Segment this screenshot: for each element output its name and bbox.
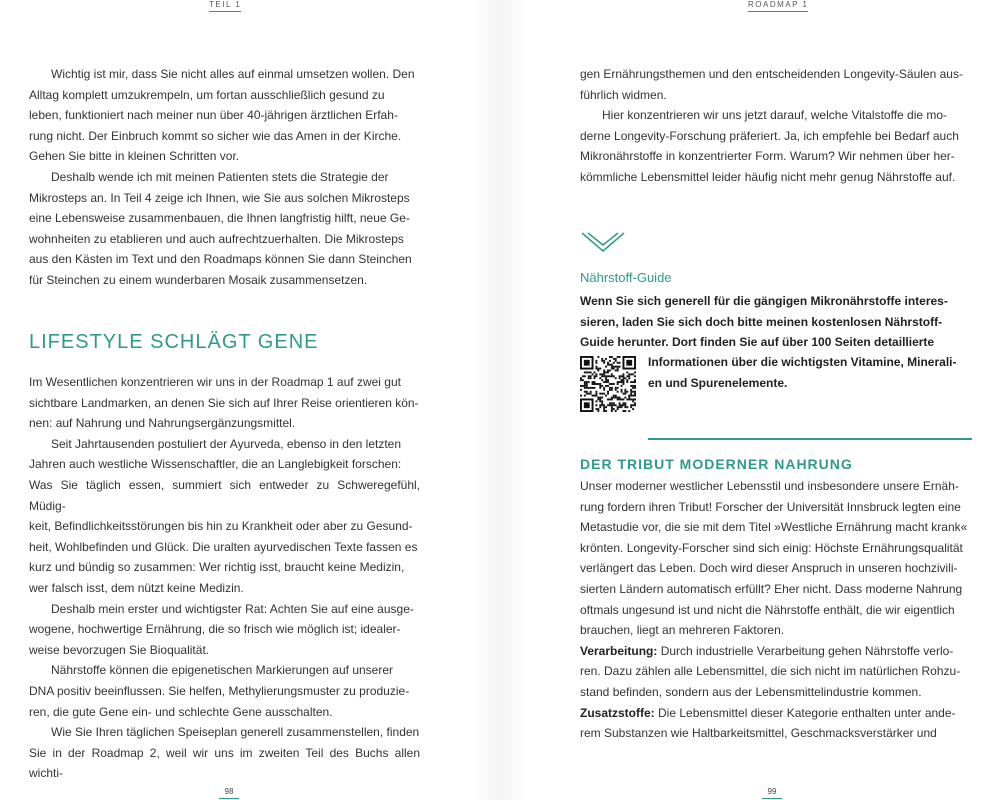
text-line: Sie in der Roadmap 2, weil wir uns im zweiten Teil des Buchs allen wichti- bbox=[29, 745, 420, 781]
text-line: Alltag komplett umzukrempeln, um fortan ausschließlich gesund zu bbox=[29, 87, 385, 102]
right-section-text bbox=[580, 476, 972, 744]
text-line: en und Spurenelemente. bbox=[648, 375, 788, 390]
text-line: sierten Ländern automatisch erfüllt? Eher nicht. Dass moderne Nahrung bbox=[580, 581, 963, 596]
paragraph bbox=[580, 641, 972, 703]
text-line: wogene, hochwertige Ernährung, die so frisch wie möglich ist; idealer- bbox=[29, 622, 401, 637]
text-line: Wenn Sie sich generell für die gängigen Mikronährstoffe interes- bbox=[580, 294, 948, 308]
chevron-down-icon bbox=[580, 231, 626, 255]
term-verarbeitung: Verarbeitung: bbox=[580, 643, 658, 658]
text-line: DNA positiv beeinflussen. Sie helfen, Methylierungsmuster zu produzie- bbox=[29, 683, 410, 698]
text-line: aus den Kästen im Text und den Roadmaps können Sie dann Steinchen bbox=[29, 252, 412, 267]
running-head-right-rule bbox=[748, 11, 808, 12]
text-line: gen Ernährungsthemen und den entscheidenden Longevity-Säulen aus- bbox=[580, 67, 963, 81]
page-number-left bbox=[219, 787, 239, 799]
text-line: Unser moderner westlicher Lebensstil und insbesondere unsere Ernäh- bbox=[580, 479, 959, 493]
text-line: brauchen, liegt an mehreren Faktoren. bbox=[580, 623, 785, 638]
text-line: Guide herunter. Dort finden Sie auf über 100 Seiten detaillierte bbox=[580, 335, 935, 350]
right-intro-text bbox=[580, 64, 972, 188]
text-line: verlängert das Leben. Doch wird dieser Anspruch in unseren hochzivili- bbox=[580, 561, 958, 576]
paragraph bbox=[580, 105, 972, 187]
running-head-left-text: TEIL 1 bbox=[209, 0, 242, 9]
text-line: Was Sie täglich essen, summiert sich entweder zu Schweregefühl, Müdig- bbox=[29, 477, 420, 513]
text-line: Mikrosteps an. In Teil 4 zeige ich Ihnen, wie Sie aus solchen Mikrosteps bbox=[29, 190, 410, 205]
text-line: rung fordern ihren Tribut! Forscher der Universität Innsbruck legten eine bbox=[580, 499, 961, 514]
text-line: Deshalb mein erster und wichtigster Rat: Achten Sie auf eine ausge- bbox=[51, 601, 414, 616]
paragraph bbox=[29, 660, 420, 722]
text-line: Wie Sie Ihren täglichen Speiseplan generell zusammenstellen, finden bbox=[51, 725, 420, 740]
paragraph-first-line: Durch industrielle Verarbeitung gehen Nährstoffe verlo- bbox=[657, 643, 954, 658]
text-line: Hier konzentrieren wir uns jetzt darauf, welche Vitalstoffe die mo- bbox=[602, 108, 948, 123]
book-gutter bbox=[470, 0, 530, 800]
text-line: krönten. Longevity-Forscher sind sich einig: Höchste Ernährungsqualität bbox=[580, 540, 963, 555]
term-zusatzstoffe: Zusatzstoffe: bbox=[580, 705, 655, 720]
text-line: sieren, laden Sie sich doch bitte meinen kostenlosen Nährstoff- bbox=[580, 314, 943, 329]
text-line: für Steinchen zu einem wunderbaren Mosaik zusammensetzen. bbox=[29, 272, 368, 287]
text-line: eine Lebensweise zusammenbauen, die Ihnen langfristig hilft, neue Ge- bbox=[29, 211, 410, 226]
text-line: Im Wesentlichen konzentrieren wir uns in der Roadmap 1 auf zwei gut bbox=[29, 375, 401, 389]
text-line: weise bevorzugen Sie Bioqualität. bbox=[29, 642, 210, 657]
guide-box-title: Nährstoff-Guide bbox=[580, 270, 672, 285]
text-line: oftmals ungesund ist und nicht die Nährstoffe enthält, die wir eigentlich bbox=[580, 602, 955, 617]
text-line: rung nicht. Der Einbruch kommt so sicher wie das Amen in der Kirche. bbox=[29, 128, 402, 143]
text-line: heit, Wohlbefinden und Glück. Die uralten ayurvedischen Texte fassen es bbox=[29, 539, 418, 554]
text-line: wohnheiten zu etablieren und auch aufrechtzuerhalten. Die Mikrosteps bbox=[29, 231, 404, 246]
guide-box-text bbox=[580, 291, 972, 353]
text-line: sichtbare Landmarken, an denen Sie sich auf Ihrer Reise orientieren kön- bbox=[29, 395, 419, 410]
running-head-left bbox=[209, 0, 241, 12]
text-line: kurz und bündig so zusammen: Wer richtig isst, braucht keine Medizin, bbox=[29, 560, 405, 575]
running-head-right bbox=[748, 0, 808, 12]
paragraph bbox=[580, 64, 972, 105]
text-line: leben, funktioniert nach meiner nun über 40-jährigen ärztlichen Erfah- bbox=[29, 108, 398, 123]
left-section-text bbox=[29, 372, 420, 784]
running-head-left-rule bbox=[209, 11, 241, 12]
page-number-right-rule bbox=[762, 798, 782, 799]
paragraph-first-line: Die Lebensmittel dieser Kategorie enthalten unter ande- bbox=[654, 705, 956, 720]
left-intro-text bbox=[29, 64, 420, 291]
paragraph bbox=[580, 476, 972, 641]
guide-box-text-continued bbox=[648, 352, 972, 393]
text-line: stand befinden, sondern aus der Lebensmittelindustrie kommen. bbox=[580, 684, 922, 699]
text-line: ren, die gute Gene ein- und schlechte Gene ausschalten. bbox=[29, 704, 333, 719]
paragraph bbox=[580, 703, 972, 744]
text-line: Mikronährstoffe in konzentrierter Form. Warum? Wir nehmen über her- bbox=[580, 149, 955, 164]
text-line: Deshalb wende ich mit meinen Patienten stets die Strategie der bbox=[51, 169, 389, 184]
text-line: nen: auf Nahrung und Nahrungsergänzungsmittel. bbox=[29, 416, 296, 431]
text-line: Jahren auch westliche Wissenschaftler, die an Langlebigkeit forschen: bbox=[29, 457, 402, 472]
running-head-right-text: ROADMAP 1 bbox=[748, 0, 809, 9]
text-line: Seit Jahrtausenden postuliert der Ayurveda, ebenso in den letzten bbox=[51, 436, 402, 451]
text-line: derne Longevity-Forschung präferiert. Ja, ich empfehle bei Bedarf auch bbox=[580, 128, 959, 143]
guide-box-rule bbox=[648, 438, 972, 440]
text-line: führlich widmen. bbox=[580, 87, 667, 102]
paragraph bbox=[29, 64, 420, 167]
text-line: rem Substanzen wie Haltbarkeitsmittel, Geschmacksverstärker und bbox=[580, 726, 937, 741]
paragraph bbox=[29, 722, 420, 784]
page-number-right-text: 99 bbox=[767, 787, 777, 796]
text-line: Metastudie vor, die sie mit dem Titel »Westliche Ernährung macht krank« bbox=[580, 520, 968, 535]
paragraph bbox=[29, 167, 420, 291]
page-number-left-rule bbox=[219, 798, 239, 799]
page-number-left-text: 98 bbox=[224, 787, 234, 796]
text-line: ren. Dazu zählen alle Lebensmittel, die sich nicht im natürlichen Rohzu- bbox=[580, 664, 961, 679]
paragraph bbox=[29, 599, 420, 661]
qr-code-icon[interactable] bbox=[580, 356, 636, 412]
text-line: wer falsch isst, dem nützt keine Medizin. bbox=[29, 580, 244, 595]
section-heading-tribut: DER TRIBUT MODERNER NAHRUNG bbox=[580, 456, 853, 472]
text-line: kömmliche Lebensmittel leider häufig nicht mehr genug Nährstoffe auf. bbox=[580, 169, 956, 184]
text-line: Gehen Sie bitte in kleinen Schritten vor. bbox=[29, 149, 240, 164]
text-line: Nährstoffe können die epigenetischen Markierungen auf unserer bbox=[51, 663, 393, 678]
paragraph bbox=[29, 434, 420, 599]
text-line: Informationen über die wichtigsten Vitamine, Minerali- bbox=[648, 355, 957, 369]
text-line: Wichtig ist mir, dass Sie nicht alles auf einmal umsetzen wollen. Den bbox=[51, 67, 415, 81]
page-number-right bbox=[762, 787, 782, 799]
section-heading-lifestyle: LIFESTYLE SCHLÄGT GENE bbox=[29, 331, 319, 353]
paragraph bbox=[29, 372, 420, 434]
text-line: keit, Befindlichkeitsstörungen bis hin zu Krankheit oder aber zu Gesund- bbox=[29, 519, 413, 534]
